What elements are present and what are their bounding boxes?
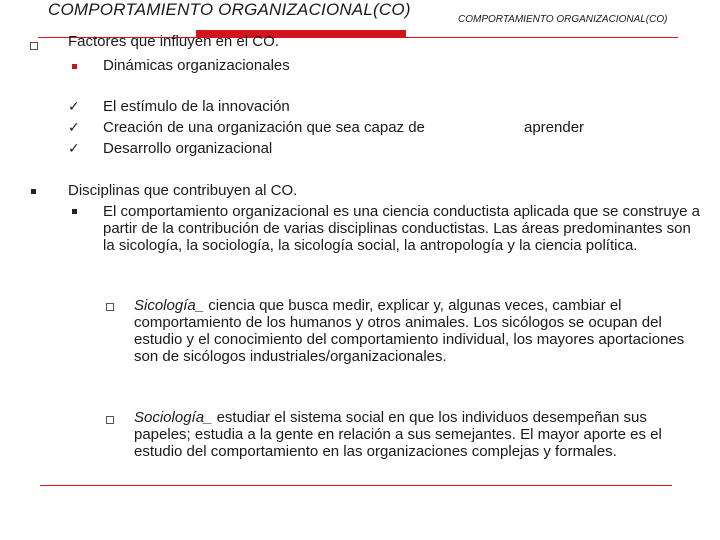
hollow-square-bullet-icon: [30, 42, 38, 50]
red-square-bullet-icon: [72, 64, 77, 69]
discipline-item-sociology: [134, 409, 706, 460]
section1-heading: Factores que influyen en el CO.: [68, 33, 279, 50]
section2-paragraph: El comportamiento organizacional es una ciencia conductista aplicada que se construye a partir de la contribución de varias disciplinas conductistas. Las áreas predominantes son la sicología, la sociología, la sicología social, la antropología y la ciencia política.: [103, 203, 701, 254]
check-item-3: Desarrollo organizacional: [103, 140, 273, 157]
black-square-bullet-icon: [72, 209, 77, 214]
hollow-square-bullet-icon: [106, 303, 114, 311]
section1-subheading: Dinámicas organizacionales: [103, 57, 290, 74]
black-square-bullet-icon: [31, 189, 36, 194]
check-item-1: El estímulo de la innovación: [103, 98, 290, 115]
discipline-description: estudiar el sistema social en que los individuos desempeñan sus papeles; estudia a la gente en relación a sus semejantes. El mayor aporte es el estudio del comportamiento en las organizaciones complejas y formales.: [134, 409, 662, 460]
section2-heading: Disciplinas que contribuyen al CO.: [68, 182, 298, 199]
check-item-2: Creación de una organización que sea capaz de: [103, 119, 425, 136]
discipline-item-psychology: [134, 297, 706, 365]
hollow-square-bullet-icon: [106, 416, 114, 424]
checkmark-icon: ✓: [68, 140, 80, 156]
check-item-2-tail: aprender: [524, 119, 585, 136]
checkmark-icon: ✓: [68, 119, 80, 135]
header-subtitle: COMPORTAMIENTO ORGANIZACIONAL(CO): [458, 14, 668, 25]
checkmark-icon: ✓: [68, 98, 80, 114]
page-title: COMPORTAMIENTO ORGANIZACIONAL(CO): [48, 0, 411, 19]
discipline-description: ciencia que busca medir, explicar y, algunas veces, cambiar el comportamiento de los humanos y otros animales. Los sicólogos se ocupan del estudio y el conocimiento del comportamiento individual, los mayores aportaciones son de sicólogos industriales/organizacionales.: [134, 297, 685, 365]
discipline-term: Sociología_: [134, 409, 213, 426]
footer-divider: [40, 485, 672, 486]
discipline-term: Sicología_: [134, 297, 205, 314]
